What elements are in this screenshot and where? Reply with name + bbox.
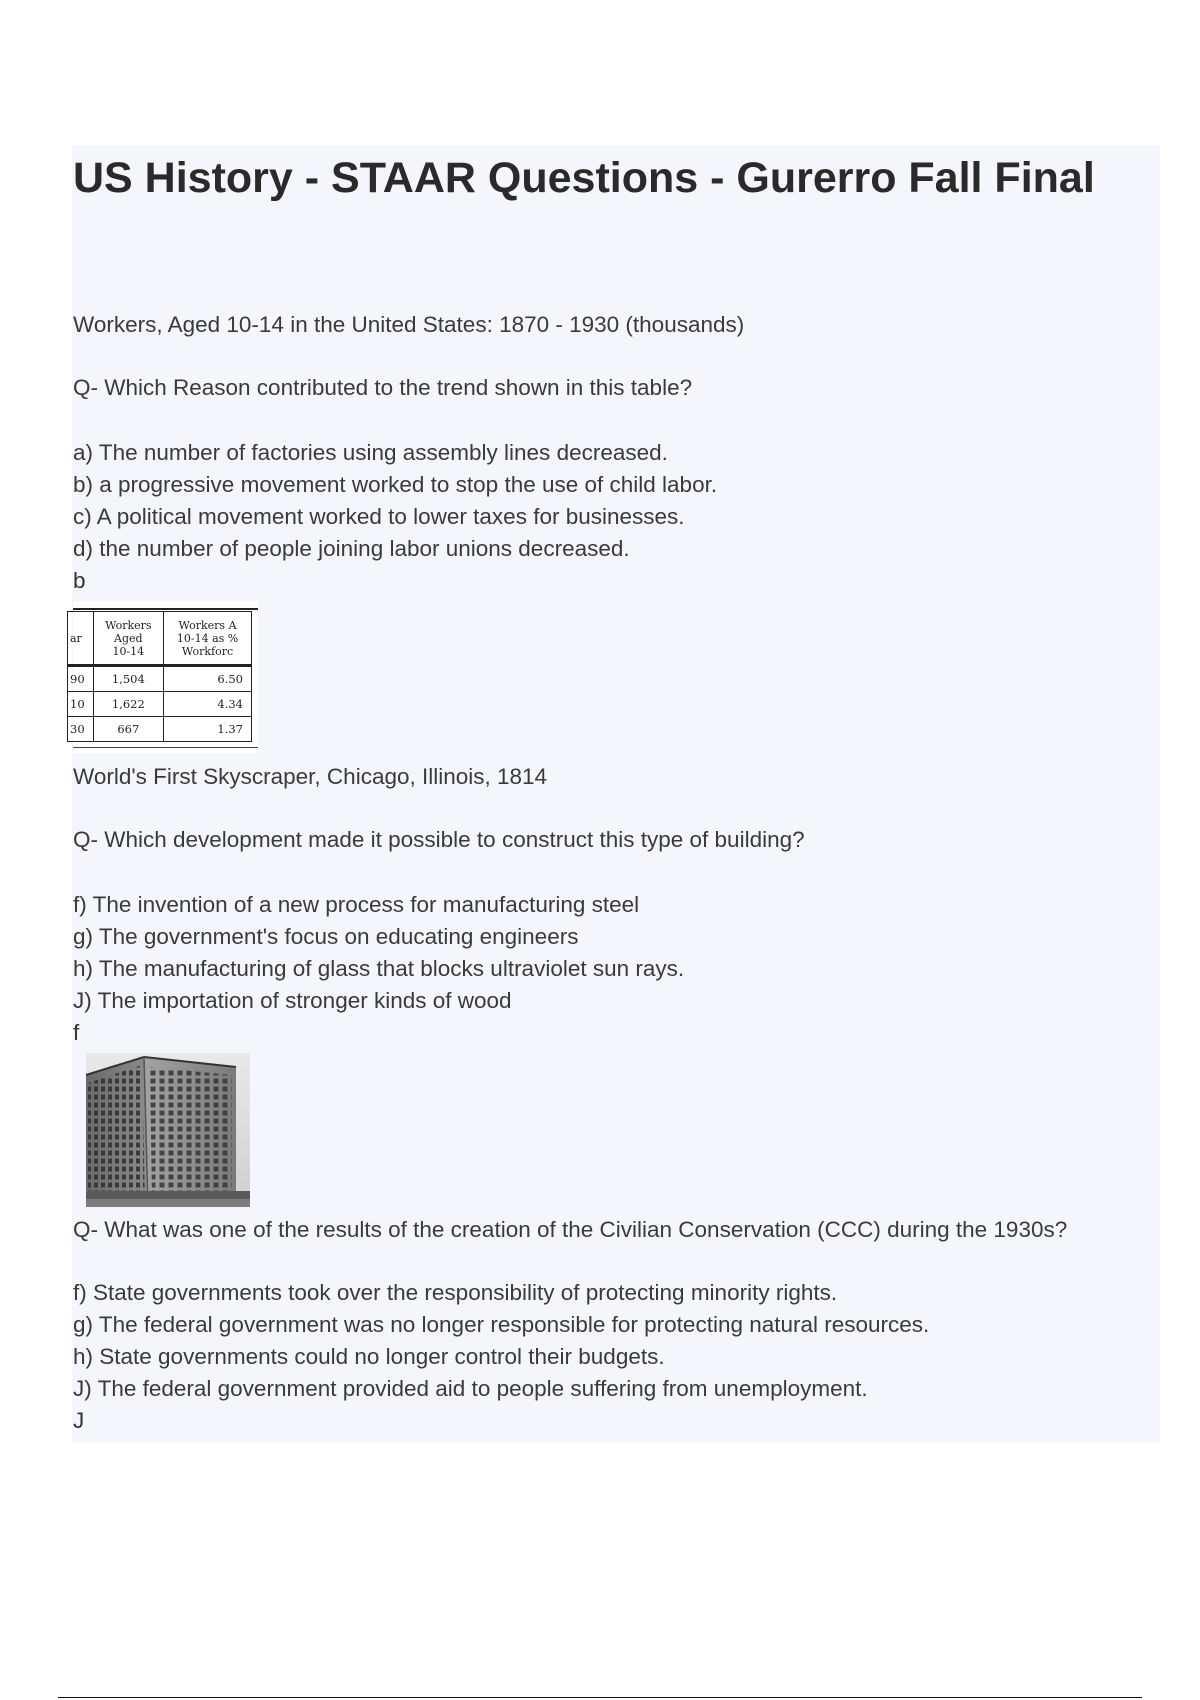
table-cell-percent: 1.37 <box>164 717 252 742</box>
table-cell-year: 10 <box>68 692 94 717</box>
table-cell-workers: 667 <box>93 717 164 742</box>
question-3-option-f: f) State governments took over the responsibility of protecting minority rights. <box>73 1280 838 1305</box>
table-cell-percent: 6.50 <box>164 666 252 692</box>
question-1-option-c: c) A political movement worked to lower taxes for businesses. <box>73 504 685 529</box>
question-2-option-g: g) The government's focus on educating engineers <box>73 924 579 949</box>
table-header-workers: Workers Aged 10-14 <box>93 612 164 666</box>
question-2-option-h: h) The manufacturing of glass that blocks ultraviolet sun rays. <box>73 956 685 981</box>
table-row <box>68 717 252 742</box>
question-2-option-f: f) The invention of a new process for manufacturing steel <box>73 892 640 917</box>
question-1-answer: b <box>73 568 86 593</box>
table-cell-year: 30 <box>68 717 94 742</box>
question-1-option-a: a) The number of factories using assembly lines decreased. <box>73 440 668 465</box>
table-cell-year: 90 <box>68 666 94 692</box>
child-labor-table-image <box>70 601 258 753</box>
table-row <box>68 666 252 692</box>
table-cell-percent: 4.34 <box>164 692 252 717</box>
question-2-intro: World's First Skyscraper, Chicago, Illinois, 1814 <box>73 764 548 789</box>
question-3-answer: J <box>73 1408 85 1433</box>
question-3-option-j: J) The federal government provided aid to people suffering from unemployment. <box>73 1376 868 1401</box>
question-1-option-d: d) the number of people joining labor unions decreased. <box>73 536 630 561</box>
question-3-text: Q- What was one of the results of the creation of the Civilian Conservation (CCC) during the 1930s? <box>73 1217 1068 1242</box>
question-1-text: Q- Which Reason contributed to the trend shown in this table? <box>73 375 693 400</box>
footer-divider <box>58 1697 1142 1698</box>
question-3-option-g: g) The federal government was no longer responsible for protecting natural resources. <box>73 1312 930 1337</box>
question-1-option-b: b) a progressive movement worked to stop the use of child labor. <box>73 472 718 497</box>
question-2-answer: f <box>73 1020 80 1045</box>
question-2-option-j: J) The importation of stronger kinds of wood <box>73 988 512 1013</box>
question-3-option-h: h) State governments could no longer control their budgets. <box>73 1344 665 1369</box>
page-title: US History - STAAR Questions - Gurerro Fall Final <box>73 154 1095 202</box>
table-header-year: ar <box>68 612 94 666</box>
child-labor-table <box>67 611 252 742</box>
question-2-text: Q- Which development made it possible to construct this type of building? <box>73 827 805 852</box>
table-row <box>68 692 252 717</box>
question-1-intro: Workers, Aged 10-14 in the United States: 1870 - 1930 (thousands) <box>73 312 745 337</box>
skyscraper-photo <box>86 1053 250 1207</box>
table-cell-workers: 1,622 <box>93 692 164 717</box>
table-cell-workers: 1,504 <box>93 666 164 692</box>
table-header-percent: Workers A 10-14 as % Workforc <box>164 612 252 666</box>
